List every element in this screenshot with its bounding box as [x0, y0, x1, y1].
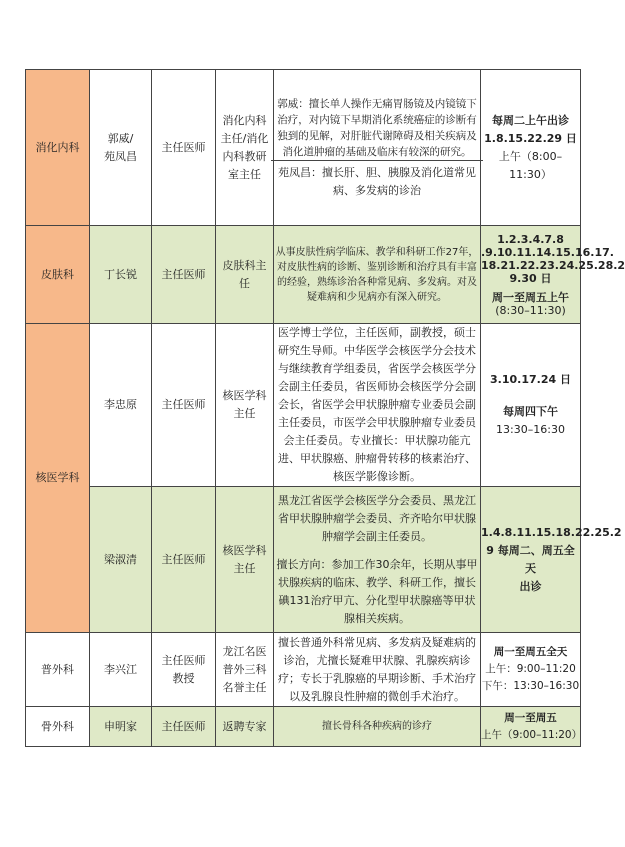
- table-row: [26, 324, 581, 487]
- dept-cell: 消化内科: [26, 70, 90, 226]
- doctor-title: 主任医师: [152, 707, 216, 747]
- doctor-description: 郭威：擅长单人操作无痛胃肠镜及内镜镜下治疗，对内镜下早期消化系统癌症的诊断有独到的见解，对肝脏代谢障碍及相关疾病及消化道肿瘤的基础及临床有较深的研究。 苑凤昌：擅长肝、胆、胰腺及消化道常见病、多发病的诊治: [274, 70, 481, 226]
- dept-cell: 骨外科: [26, 707, 90, 747]
- clinic-time: 周一至周五 上午（9:00–11:20）: [481, 707, 581, 747]
- dept-cell: 普外科: [26, 633, 90, 707]
- dept-cell: 皮肤科: [26, 226, 90, 324]
- doctor-name: 郭威/ 苑凤昌: [90, 70, 152, 226]
- table-row: [26, 633, 581, 707]
- doctor-title: 主任医师: [152, 487, 216, 633]
- doctor-description: 擅长骨科各种疾病的诊疗: [274, 707, 481, 747]
- doctor-title: 主任医师: [152, 324, 216, 487]
- clinic-time: 1.4.8.11.15.18.22.25.2 9 每周二、周五全天 出诊: [481, 487, 581, 633]
- dept-cell: 核医学科: [26, 324, 90, 633]
- doctor-schedule-table: [25, 69, 625, 747]
- doctor-description: 黑龙江省医学会核医学分会委员、黑龙江省甲状腺肿瘤学会委员、齐齐哈尔甲状腺肿瘤学会副主任委员。 擅长方向：参加工作30余年，长期从事甲状腺疾病的临床、教学、科研工作，擅长碘131治疗甲亢、分化型甲状腺癌等甲状腺相关疾病。: [274, 487, 481, 633]
- doctor-name: 李兴江: [90, 633, 152, 707]
- table-row: [26, 707, 581, 747]
- clinic-time: 3.10.17.24 日 每周四下午 13:30–16:30: [481, 324, 581, 487]
- doctor-role: 核医学科 主任: [216, 487, 274, 633]
- clinic-time: 每周二上午出诊 1.8.15.22.29 日 上午（8:00–11:30）: [481, 70, 581, 226]
- doctor-role: 返聘专家: [216, 707, 274, 747]
- doctor-name: 丁长锐: [90, 226, 152, 324]
- doctor-role: 核医学科 主任: [216, 324, 274, 487]
- doctor-title: 主任医师 教授: [152, 633, 216, 707]
- doctor-role: 消化内科 主任/消化 内科教研 室主任: [216, 70, 274, 226]
- doctor-description: 医学博士学位，主任医师，副教授，硕士研究生导师。中华医学会核医学分会技术与继续教育学组委员，省医学会核医学分会副主任委员，省医师协会核医学分会副会长，省医学会甲状腺肿瘤专业委员会副主任委员，市医学会甲状腺肿瘤专业委员会主任委员。专业擅长：甲状腺功能亢进、甲状腺癌、肿瘤骨转移的核素治疗、核医学影像诊断。: [274, 324, 481, 487]
- doctor-role: 龙江名医 普外三科 名誉主任: [216, 633, 274, 707]
- doctor-name: 申明家: [90, 707, 152, 747]
- doctor-name: 李忠原: [90, 324, 152, 487]
- table-row: [26, 226, 581, 324]
- doctor-role: 皮肤科主 任: [216, 226, 274, 324]
- doctor-title: 主任医师: [152, 70, 216, 226]
- doctor-title: 主任医师: [152, 226, 216, 324]
- doctor-description: 从事皮肤性病学临床、教学和科研工作27年，对皮肤性病的诊断、鉴别诊断和治疗具有丰富的经验，熟练诊治各种常见病、多发病。对及疑难病和少见病亦有深入研究。: [274, 226, 481, 324]
- doctor-name: 梁淑清: [90, 487, 152, 633]
- table-row: [26, 487, 581, 633]
- clinic-time: 周一至周五全天 上午：9:00–11:20 下午：13:30–16:30: [481, 633, 581, 707]
- table-row: [26, 70, 581, 226]
- doctor-description: 擅长普通外科常见病、多发病及疑难病的诊治，尤擅长疑难甲状腺、乳腺疾病诊疗；专长于乳腺癌的早期诊断、手术治疗以及乳腺良性肿瘤的微创手术治疗。: [274, 633, 481, 707]
- clinic-time: 1.2.3.4.7.8 .9.10.11.14.15.16.17. 18.21.22.23.24.25.28.2 9.30 日 周一至周五上午 (8:30–11:30): [481, 226, 581, 324]
